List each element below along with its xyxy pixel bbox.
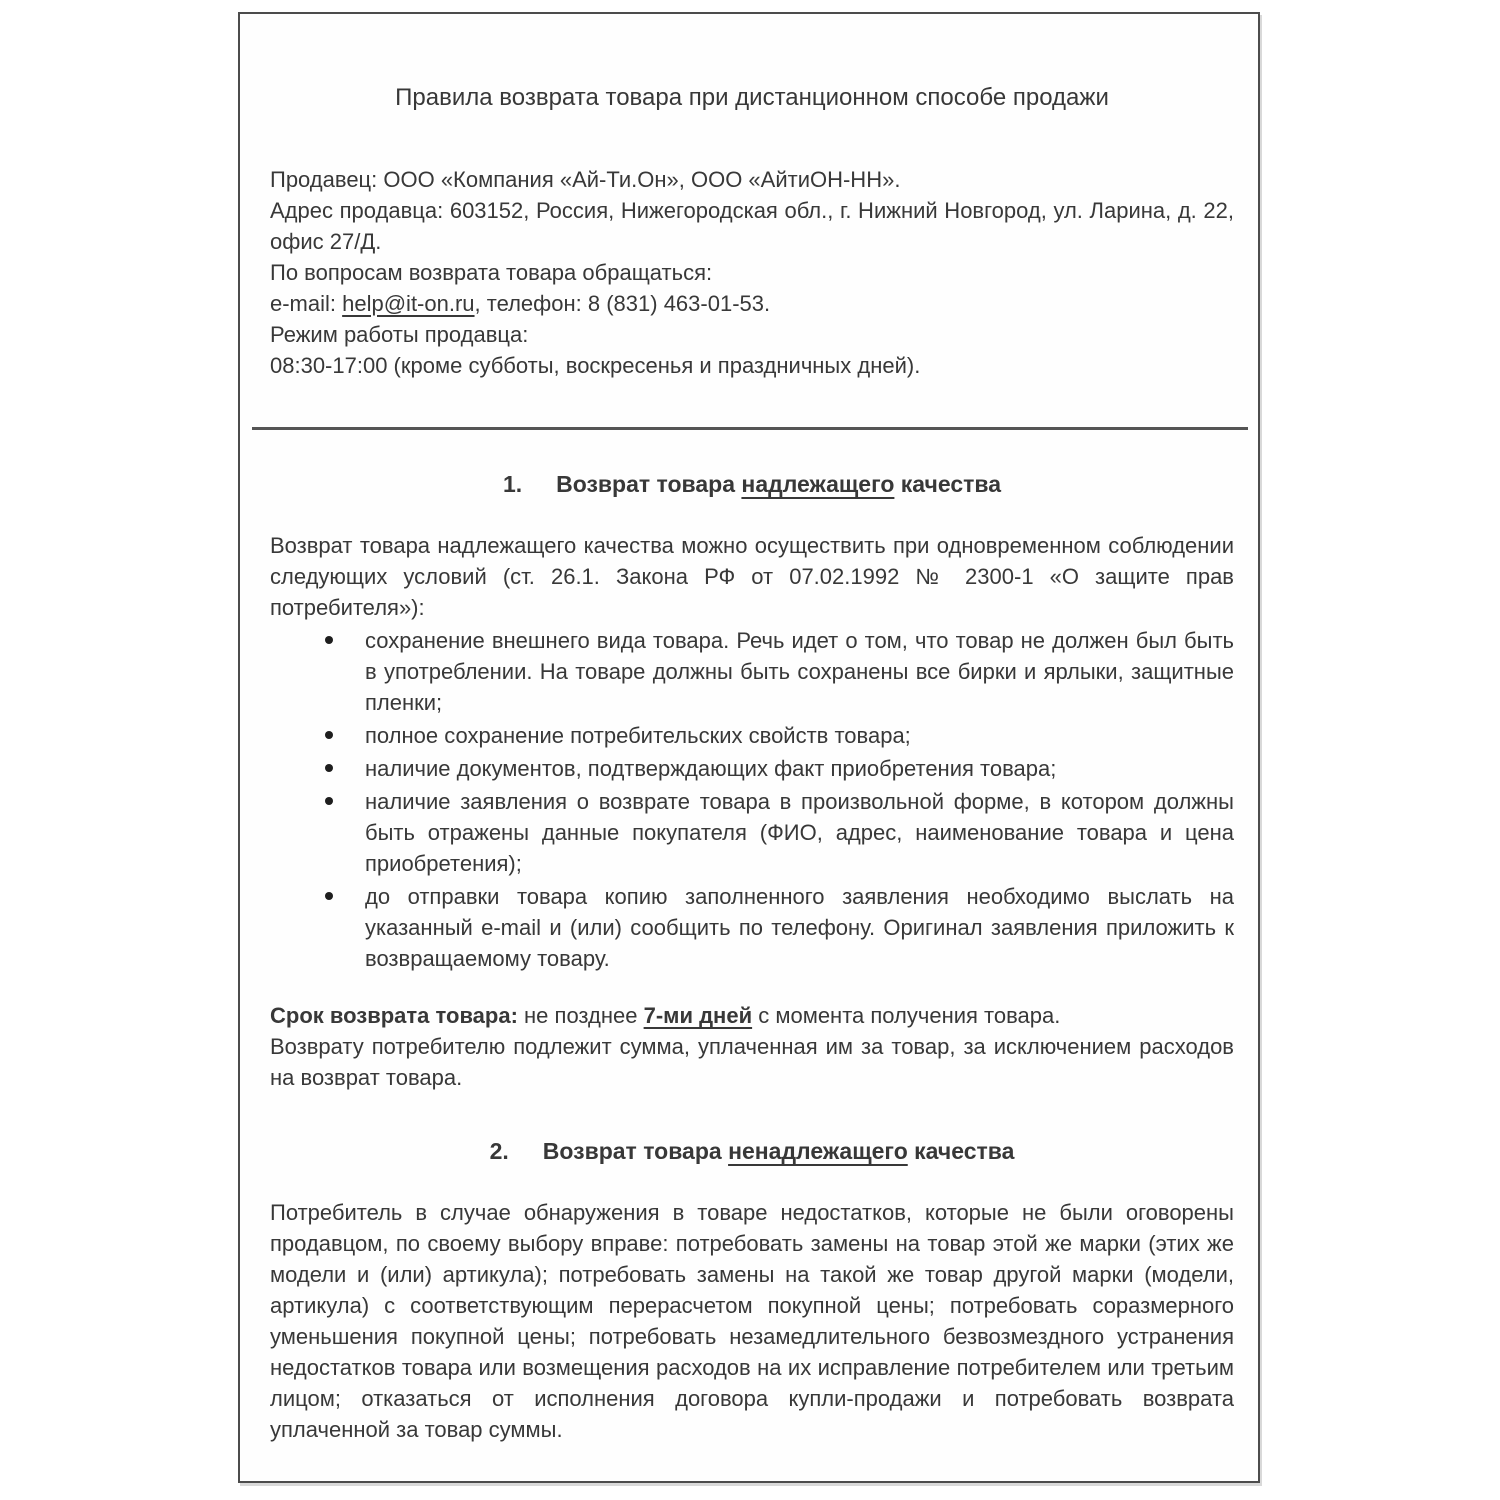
bullet-item: сохранение внешнего вида товара. Речь идет о том, что товар не должен был быть в употреблении. На товаре должны быть сохранены все бирки и ярлыки, защитные пленки; bbox=[270, 625, 1234, 718]
document-content bbox=[240, 82, 1258, 1445]
seller-info-block bbox=[270, 164, 1234, 381]
bullet-item: наличие документов, подтверждающих факт приобретения товара; bbox=[270, 753, 1234, 784]
seller-address-line: Адрес продавца: 603152, Россия, Нижегородская обл., г. Нижний Новгород, ул. Ларина, д. 22, офис 27/Д. bbox=[270, 198, 1234, 254]
working-hours-label: Режим работы продавца: bbox=[270, 322, 529, 347]
section-1-intro: Возврат товара надлежащего качества можно осуществить при одновременном соблюдении следующих условий (ст. 26.1. Закона РФ от 07.02.1992 № 2300-1 «О защите прав потребителя»): bbox=[270, 533, 1234, 620]
return-period-term: 7-ми дней bbox=[643, 1003, 753, 1028]
return-period-mid: не позднее bbox=[517, 1003, 644, 1028]
section-1-heading-pre: Возврат товара bbox=[556, 471, 742, 497]
email-label: e-mail: bbox=[270, 291, 343, 316]
document-page bbox=[238, 12, 1260, 1483]
phone-text: , телефон: 8 (831) 463-01-53. bbox=[474, 291, 771, 316]
section-1-number: 1. bbox=[502, 471, 523, 497]
return-period-post: с момента получения товара. bbox=[752, 1003, 1061, 1028]
section-2-heading-pre: Возврат товара bbox=[542, 1138, 729, 1164]
refund-note: Возврату потребителю подлежит сумма, уплаченная им за товар, за исключением расходов на возврат товара. bbox=[270, 1034, 1234, 1090]
section-2-heading-post: качества bbox=[907, 1138, 1015, 1164]
seller-line: Продавец: ООО «Компания «Ай-Ти.Он», ООО «АйтиОН-НН». bbox=[270, 167, 901, 192]
page-title: Правила возврата товара при дистанционном способе продажи bbox=[395, 84, 1109, 111]
contact-line bbox=[270, 288, 1234, 319]
section-1-heading bbox=[270, 468, 1234, 500]
section-2-number: 2. bbox=[489, 1138, 509, 1164]
email-link[interactable]: help@it-on.ru bbox=[342, 291, 475, 316]
working-hours-value: 08:30-17:00 (кроме субботы, воскресенья и праздничных дней). bbox=[270, 353, 921, 378]
return-period-label: Срок возврата товара: bbox=[270, 1003, 518, 1028]
section-1-heading-post: качества bbox=[894, 471, 1002, 497]
bullet-item: наличие заявления о возврате товара в произвольной форме, в котором должны быть отражены данные покупателя (ФИО, адрес, наименование товара и цена приобретения); bbox=[270, 786, 1234, 879]
section-2-heading-underlined: ненадлежащего bbox=[728, 1138, 908, 1164]
return-period-block bbox=[270, 1000, 1234, 1093]
section-2-heading bbox=[270, 1135, 1234, 1167]
returns-contact-intro: По вопросам возврата товара обращаться: bbox=[270, 260, 713, 285]
section-2-body: Потребитель в случае обнаружения в товаре недостатков, которые не были оговорены продавцом, по своему выбору вправе: потребовать замены на товар этой же марки (этих же модели и (или) артикула); потребовать замены на такой же товар другой марки (модели, артикула) с соответствующим перерасчетом покупной цены; потребовать соразмерного уменьшения покупной цены; потребовать незамедлительного безвозмездного устранения недостатков товара или возмещения расходов на их исправление потребителем или третьим лицом; отказаться от исполнения договора купли-продажи и потребовать возврата уплаченной за товар суммы. bbox=[270, 1200, 1234, 1442]
return-period-line bbox=[270, 1000, 1234, 1031]
return-conditions-list bbox=[270, 625, 1234, 974]
bullet-item: до отправки товара копию заполненного заявления необходимо выслать на указанный e-mail и (или) сообщить по телефону. Оригинал заявления приложить к возвращаемому товару. bbox=[270, 881, 1234, 974]
section-1-heading-underlined: надлежащего bbox=[741, 471, 895, 497]
bullet-item: полное сохранение потребительских свойств товара; bbox=[270, 720, 1234, 751]
section-divider bbox=[252, 427, 1248, 430]
